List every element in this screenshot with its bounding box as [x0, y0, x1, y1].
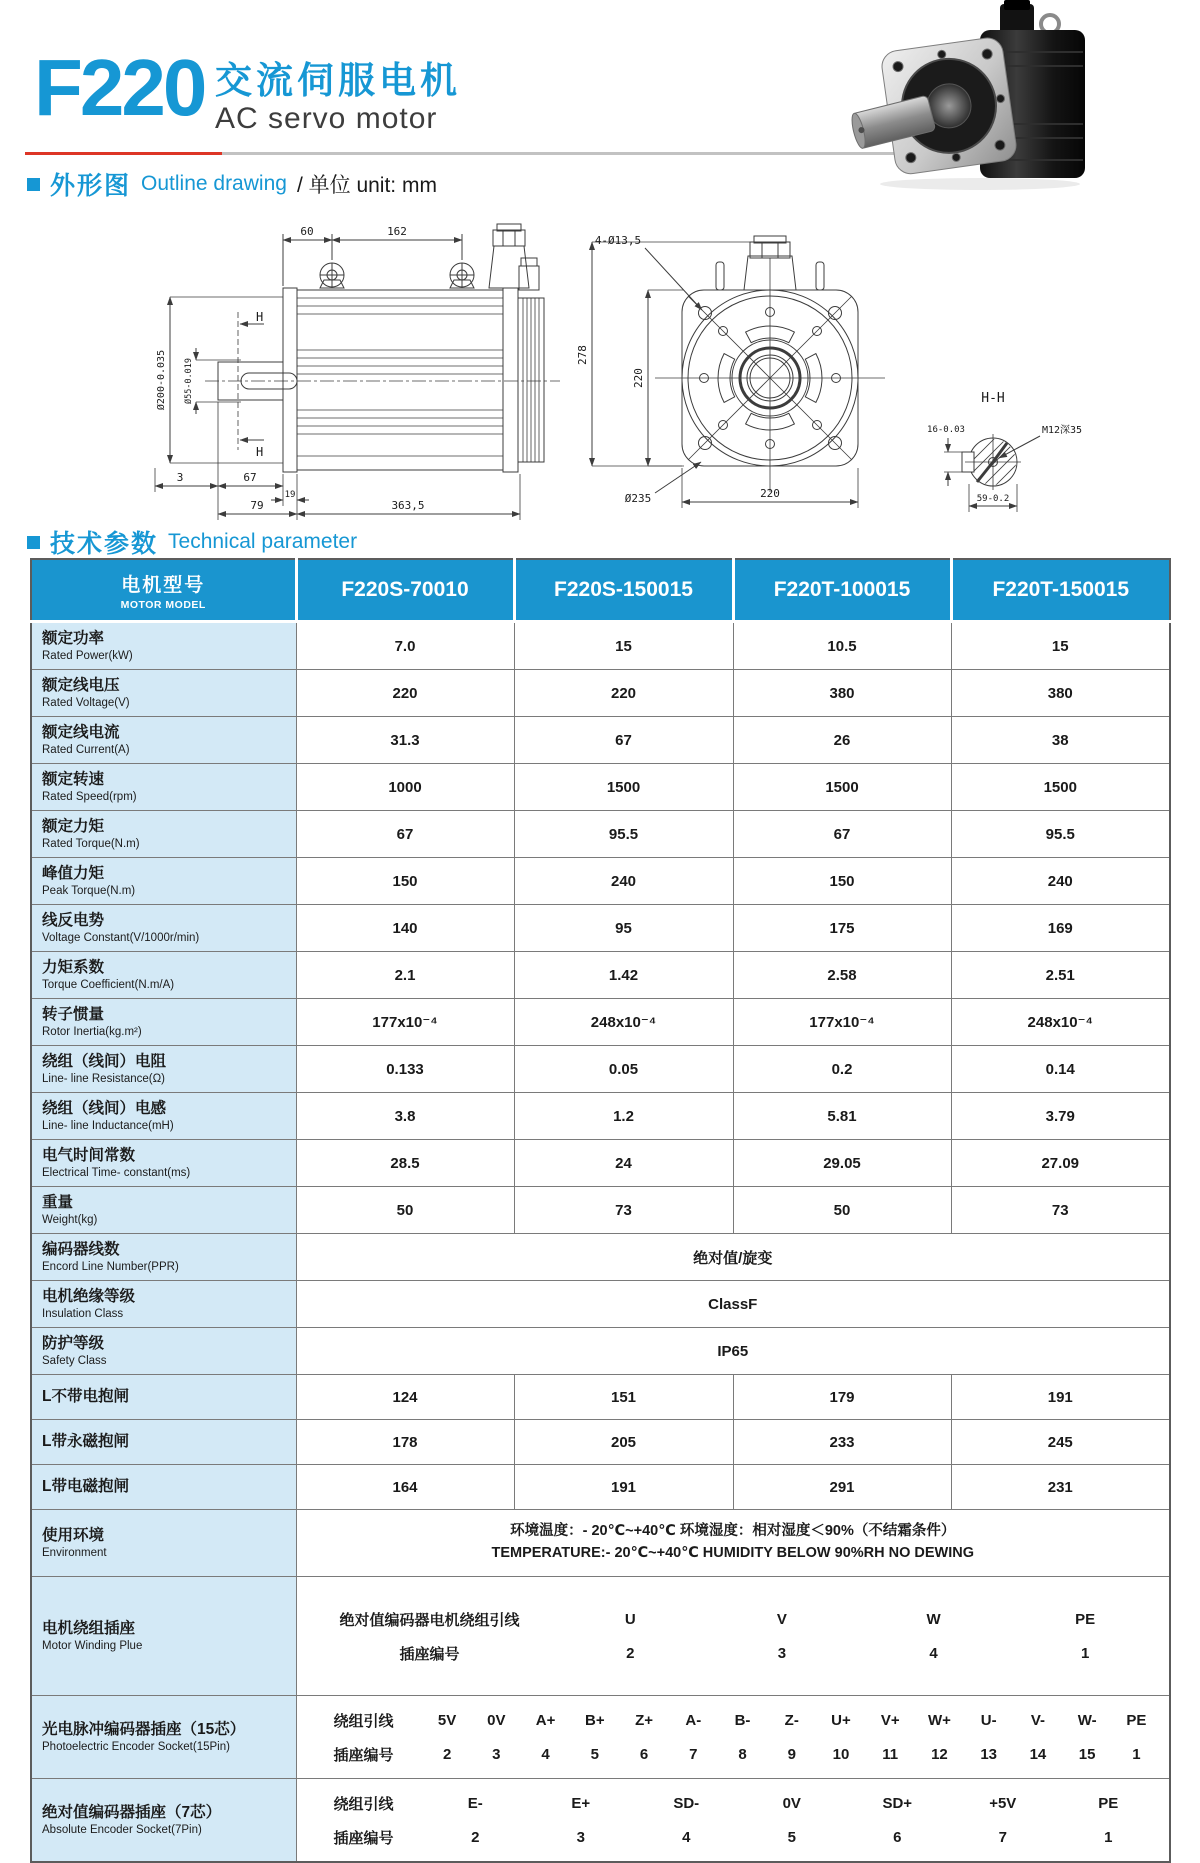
row-label-cell [31, 1577, 296, 1696]
row-label-en: Rated Torque(N.m) [42, 837, 140, 850]
param-value-cell: 95.5 [514, 811, 733, 858]
section-title-hh: H-H [981, 391, 1005, 406]
param-value-cell: 177x10⁻⁴ [296, 999, 514, 1046]
table-row [31, 1420, 1170, 1465]
param-value-cell: 67 [733, 811, 951, 858]
param-value-cell: 1.42 [514, 952, 733, 999]
page-title [215, 62, 461, 136]
row-label-cn: L带永磁抱闸 [42, 1433, 129, 1451]
pin-number: 5 [590, 1745, 599, 1763]
pin-number: 5 [787, 1828, 796, 1846]
page-title-en: AC servo motor [215, 101, 438, 135]
table-row [31, 905, 1170, 952]
pin-number: 11 [882, 1745, 899, 1763]
param-value-cell: 220 [514, 670, 733, 717]
param-value-cell: 240 [514, 858, 733, 905]
environment-line-en: TEMPERATURE:- 20℃~+40℃ HUMIDITY BELOW 90%RH NO DEWING [491, 1545, 975, 1561]
pin-row-label: 插座编号 [333, 1746, 394, 1764]
param-value-cell: 67 [296, 811, 514, 858]
param-value-cell: 0.14 [951, 1046, 1170, 1093]
pin-name: U [624, 1610, 636, 1628]
param-value-cell: 0.133 [296, 1046, 514, 1093]
pin-number: 2 [626, 1644, 635, 1662]
product-photo [850, 0, 1090, 192]
row-label-en: Weight(kg) [42, 1213, 98, 1226]
row-label-cn: 光电脉冲编码器插座（15芯） [42, 1720, 246, 1738]
row-label-en: Peak Torque(N.m) [42, 884, 136, 897]
dim-3: 3 [176, 471, 184, 484]
row-label-en: Line- line Resistance(Ω) [42, 1072, 166, 1085]
param-value-cell: 205 [514, 1420, 733, 1465]
row-label-en: Insulation Class [42, 1307, 124, 1320]
pin-name: A+ [535, 1711, 556, 1729]
pin-number: 4 [541, 1745, 550, 1763]
pin-number: 1 [1081, 1644, 1090, 1662]
param-value-cell: 50 [733, 1187, 951, 1234]
param-value-cell: 1500 [951, 764, 1170, 811]
environment-cell [296, 1510, 1170, 1577]
param-value-cell: 220 [296, 670, 514, 717]
param-value-cell: 0.05 [514, 1046, 733, 1093]
param-value-cell: 245 [951, 1420, 1170, 1465]
photo-shadow [880, 178, 1080, 190]
pin-name: W+ [927, 1711, 951, 1729]
row-label-en: Voltage Constant(V/1000r/min) [42, 931, 200, 944]
page-title-cn: 交流伺服电机 [215, 60, 461, 101]
row-label-en: Safety Class [42, 1354, 107, 1367]
table-row [31, 622, 1170, 670]
row-label-cn: 峰值力矩 [42, 864, 105, 882]
pin-name: +5V [989, 1794, 1017, 1812]
row-label-cell [31, 1234, 296, 1281]
pin-name: U- [980, 1711, 997, 1729]
side-view [155, 224, 560, 520]
param-value-cell: 1.2 [514, 1093, 733, 1140]
param-value-cell: 1000 [296, 764, 514, 811]
row-label-cell [31, 1465, 296, 1510]
param-value-cell: 2.1 [296, 952, 514, 999]
section-bullet-icon [27, 178, 40, 191]
param-value-cell: 175 [733, 905, 951, 952]
pin-name: V+ [880, 1711, 900, 1729]
dim-79: 79 [250, 499, 264, 512]
row-label-cn: L不带电抱闸 [42, 1388, 129, 1406]
pin-row-label: 绝对值编码器电机绕组引线 [339, 1611, 520, 1629]
param-value-cell: 3.79 [951, 1093, 1170, 1140]
param-value-cell: 95 [514, 905, 733, 952]
dim-19: 19 [284, 490, 296, 500]
row-label-en: Environment [42, 1546, 107, 1559]
model-column-2: F220S-150015 [514, 559, 733, 622]
pinout-cell [296, 1779, 1170, 1863]
pin-number: 3 [492, 1745, 501, 1763]
row-label-cell [31, 670, 296, 717]
row-label-cell [31, 858, 296, 905]
param-value-cell: 28.5 [296, 1140, 514, 1187]
outline-title-en: Outline drawing [141, 172, 287, 195]
row-label-cell [31, 622, 296, 670]
pin-name: B- [734, 1711, 751, 1729]
param-value-cell: 3.8 [296, 1093, 514, 1140]
row-label-en: Rated Current(A) [42, 743, 130, 756]
header-rule [25, 152, 945, 155]
param-value-cell: 164 [296, 1465, 514, 1510]
row-label-cn: 电机绕组插座 [42, 1619, 136, 1637]
parameter-table [30, 558, 1171, 1863]
outline-section-title [27, 166, 437, 202]
param-value-cell: 191 [514, 1465, 733, 1510]
row-label-en: Electrical Time- constant(ms) [42, 1166, 191, 1179]
section-mark-h-bottom: H [256, 445, 264, 459]
table-row [31, 1465, 1170, 1510]
row-label-cell [31, 764, 296, 811]
row-label-cn: 额定力矩 [42, 817, 105, 835]
param-value-cell: 1500 [514, 764, 733, 811]
row-label-cn: 绕组（线间）电阻 [42, 1052, 167, 1070]
pin-number: 2 [471, 1828, 480, 1846]
param-value-cell: 10.5 [733, 622, 951, 670]
param-value-cell: 178 [296, 1420, 514, 1465]
row-label-cell [31, 1510, 296, 1577]
dim-59: 59-0.2 [976, 494, 1010, 504]
table-row [31, 1375, 1170, 1420]
row-label-en: Motor Winding Plue [42, 1639, 143, 1652]
param-value-cell: 29.05 [733, 1140, 951, 1187]
param-value-cell: 1500 [733, 764, 951, 811]
table-row [31, 1779, 1170, 1863]
pin-number: 13 [980, 1745, 998, 1763]
environment-line-cn: 环境温度：- 20℃~+40℃ 环境湿度：相对湿度＜90%（不结霜条件） [510, 1523, 956, 1540]
table-header-row [31, 559, 1170, 622]
param-value-cell: 2.58 [733, 952, 951, 999]
section-bullet-icon [27, 536, 40, 549]
param-value-cell: 248x10⁻⁴ [951, 999, 1170, 1046]
param-value-cell: 50 [296, 1187, 514, 1234]
pin-name: 0V [782, 1794, 801, 1812]
param-value-cell: 179 [733, 1375, 951, 1420]
param-value-cell: 67 [514, 717, 733, 764]
row-label-cn: 使用环境 [42, 1526, 105, 1544]
pinout-grid [297, 1609, 1170, 1664]
pin-number: 7 [998, 1828, 1007, 1846]
model-header-cn: 电机型号 [121, 574, 206, 596]
pin-name: A- [685, 1711, 702, 1729]
table-row [31, 1187, 1170, 1234]
param-value-cell: 38 [951, 717, 1170, 764]
model-header-cell [31, 559, 296, 622]
row-label-cn: 绝对值编码器插座（7芯） [42, 1803, 222, 1821]
row-label-cn: 额定转速 [42, 770, 105, 788]
pin-number: 6 [639, 1745, 649, 1763]
dim-m12: M12深35 [1041, 425, 1083, 436]
table-row [31, 1328, 1170, 1375]
tech-title-cn: 技术参数 [50, 530, 159, 558]
outline-drawing-svg [0, 200, 1200, 525]
row-label-cell [31, 1281, 296, 1328]
row-label-cn: 防护等级 [42, 1334, 105, 1352]
row-label-cn: L带电磁抱闸 [42, 1478, 129, 1496]
row-label-cell [31, 717, 296, 764]
pin-name: PE [1075, 1610, 1096, 1628]
pin-number: 12 [931, 1745, 948, 1763]
row-label-cell [31, 1140, 296, 1187]
tech-title-en: Technical parameter [168, 530, 358, 553]
pin-name: Z- [784, 1711, 799, 1729]
row-label-cell [31, 999, 296, 1046]
model-header-en: MOTOR MODEL [120, 598, 206, 611]
pinout-grid [297, 1793, 1170, 1848]
dim-60: 60 [300, 225, 314, 238]
pin-row-label: 插座编号 [333, 1829, 394, 1847]
param-value-cell: 24 [514, 1140, 733, 1187]
param-value-cell: 150 [296, 858, 514, 905]
pin-number: 9 [787, 1745, 796, 1763]
outline-unit-label: / 单位 unit: mm [296, 174, 437, 197]
dim-16: 16-0.03 [927, 425, 965, 435]
span-value-cell: ClassF [296, 1281, 1170, 1328]
row-label-cell [31, 811, 296, 858]
pin-name: U+ [831, 1711, 851, 1729]
row-label-cell [31, 1328, 296, 1375]
pinout-cell [296, 1577, 1170, 1696]
row-label-cell [31, 1187, 296, 1234]
model-column-1: F220S-70010 [296, 559, 514, 622]
row-label-en: Encord Line Number(PPR) [42, 1260, 179, 1273]
row-label-cn: 额定功率 [42, 629, 105, 647]
dim-363-5: 363,5 [391, 499, 425, 512]
pin-name: V [776, 1610, 787, 1628]
pin-number: 8 [738, 1745, 747, 1763]
dim-220-square: 220 [632, 368, 645, 388]
param-value-cell: 73 [951, 1187, 1170, 1234]
param-value-cell: 0.2 [733, 1046, 951, 1093]
model-logo: F220 [34, 43, 205, 132]
pin-name: PE [1126, 1711, 1147, 1729]
pin-number: 6 [893, 1828, 902, 1846]
row-label-cell [31, 1375, 296, 1420]
pin-name: SD+ [882, 1794, 913, 1812]
row-label-cn: 线反电势 [42, 911, 105, 929]
pin-name: E+ [571, 1794, 591, 1812]
pin-number: 7 [689, 1745, 698, 1763]
param-value-cell: 177x10⁻⁴ [733, 999, 951, 1046]
dim-67: 67 [243, 471, 257, 484]
param-value-cell: 73 [514, 1187, 733, 1234]
param-value-cell: 380 [951, 670, 1170, 717]
pin-name: 0V [487, 1711, 506, 1729]
param-value-cell: 2.51 [951, 952, 1170, 999]
param-value-cell: 95.5 [951, 811, 1170, 858]
pin-number: 10 [832, 1745, 850, 1763]
pin-number: 3 [777, 1644, 787, 1662]
param-value-cell: 31.3 [296, 717, 514, 764]
row-label-cn: 力矩系数 [42, 958, 105, 976]
row-label-cn: 编码器线数 [42, 1240, 120, 1258]
row-label-cn: 重量 [42, 1193, 74, 1211]
pin-name: E- [467, 1794, 483, 1812]
pin-number: 3 [576, 1828, 585, 1846]
outline-title-cn: 外形图 [50, 172, 132, 200]
dim-dia235: Ø235 [624, 492, 652, 505]
dim-278: 278 [576, 345, 589, 365]
pin-number: 4 [929, 1644, 938, 1662]
param-value-cell: 5.81 [733, 1093, 951, 1140]
tech-section-title [27, 524, 357, 560]
row-label-cell [31, 952, 296, 999]
model-column-4: F220T-150015 [951, 559, 1170, 622]
pinout-cell [296, 1696, 1170, 1779]
span-value-cell: IP65 [296, 1328, 1170, 1375]
param-value-cell: 27.09 [951, 1140, 1170, 1187]
pin-name: 5V [437, 1711, 457, 1729]
pin-name: V- [1030, 1711, 1045, 1729]
pin-name: Z+ [635, 1711, 653, 1729]
pin-number: 1 [1104, 1828, 1113, 1846]
row-label-cell [31, 1779, 296, 1863]
pin-number: 14 [1029, 1745, 1047, 1763]
param-value-cell: 380 [733, 670, 951, 717]
row-label-cn: 额定线电流 [42, 723, 120, 741]
table-row [31, 1140, 1170, 1187]
table-row [31, 999, 1170, 1046]
param-value-cell: 26 [733, 717, 951, 764]
row-label-cell [31, 1093, 296, 1140]
table-row [31, 1281, 1170, 1328]
row-label-cell [31, 905, 296, 952]
pin-name: W [926, 1610, 941, 1628]
row-label-cell [31, 1420, 296, 1465]
pin-number: 15 [1078, 1745, 1096, 1763]
row-label-cn: 转子惯量 [42, 1005, 105, 1023]
dim-220-width: 220 [760, 487, 780, 500]
param-value-cell: 15 [514, 622, 733, 670]
param-value-cell: 150 [733, 858, 951, 905]
pin-number: 1 [1132, 1745, 1141, 1763]
row-label-en: Rated Power(kW) [42, 649, 133, 662]
dim-dia55: Ø55-0.019 [184, 357, 194, 405]
table-row [31, 1093, 1170, 1140]
row-label-cell [31, 1696, 296, 1779]
row-label-cn: 绕组（线间）电感 [42, 1099, 167, 1117]
pin-name: B+ [585, 1711, 605, 1729]
param-value-cell: 248x10⁻⁴ [514, 999, 733, 1046]
table-row [31, 1510, 1170, 1577]
model-column-3: F220T-100015 [733, 559, 951, 622]
param-value-cell: 233 [733, 1420, 951, 1465]
pin-name: W- [1077, 1711, 1097, 1729]
table-row [31, 1046, 1170, 1093]
param-value-cell: 291 [733, 1465, 951, 1510]
pin-row-label: 插座编号 [399, 1645, 460, 1663]
pin-row-label: 绕组引线 [333, 1712, 394, 1730]
pinout-grid [297, 1710, 1170, 1765]
row-label-en: Rated Voltage(V) [42, 696, 130, 709]
row-label-en: Rotor Inertia(kg.m²) [42, 1025, 142, 1038]
table-row [31, 717, 1170, 764]
dim-4xdia13-5: 4-Ø13,5 [594, 234, 642, 247]
table-row [31, 670, 1170, 717]
row-label-en: Absolute Encoder Socket(7Pin) [42, 1823, 202, 1836]
param-value-cell: 231 [951, 1465, 1170, 1510]
table-row [31, 1696, 1170, 1779]
param-value-cell: 240 [951, 858, 1170, 905]
row-label-en: Photoelectric Encoder Socket(15Pin) [42, 1740, 230, 1753]
param-value-cell: 15 [951, 622, 1170, 670]
row-label-cn: 电机绝缘等级 [42, 1287, 136, 1305]
param-value-cell: 191 [951, 1375, 1170, 1420]
row-label-en: Torque Coefficient(N.m/A) [42, 978, 175, 991]
pin-name: PE [1098, 1794, 1119, 1812]
param-value-cell: 151 [514, 1375, 733, 1420]
dim-dia200: Ø200-0.035 [156, 349, 167, 411]
row-label-cell [31, 1046, 296, 1093]
section-mark-h-top: H [256, 310, 264, 324]
row-label-en: Line- line Inductance(mH) [42, 1119, 174, 1132]
table-row [31, 1234, 1170, 1281]
span-value-cell: 绝对值/旋变 [296, 1234, 1170, 1281]
row-label-en: Rated Speed(rpm) [42, 790, 137, 803]
table-row [31, 811, 1170, 858]
table-row [31, 858, 1170, 905]
row-label-cn: 额定线电压 [42, 676, 120, 694]
param-value-cell: 7.0 [296, 622, 514, 670]
pin-name: SD- [673, 1794, 700, 1812]
table-row [31, 764, 1170, 811]
table-row [31, 1577, 1170, 1696]
row-label-cn: 电气时间常数 [42, 1146, 136, 1164]
table-row [31, 952, 1170, 999]
pin-row-label: 绕组引线 [333, 1795, 394, 1813]
param-value-cell: 124 [296, 1375, 514, 1420]
param-value-cell: 140 [296, 905, 514, 952]
param-value-cell: 169 [951, 905, 1170, 952]
pin-number: 2 [442, 1745, 452, 1763]
dim-162: 162 [387, 225, 407, 238]
pin-number: 4 [682, 1828, 691, 1846]
